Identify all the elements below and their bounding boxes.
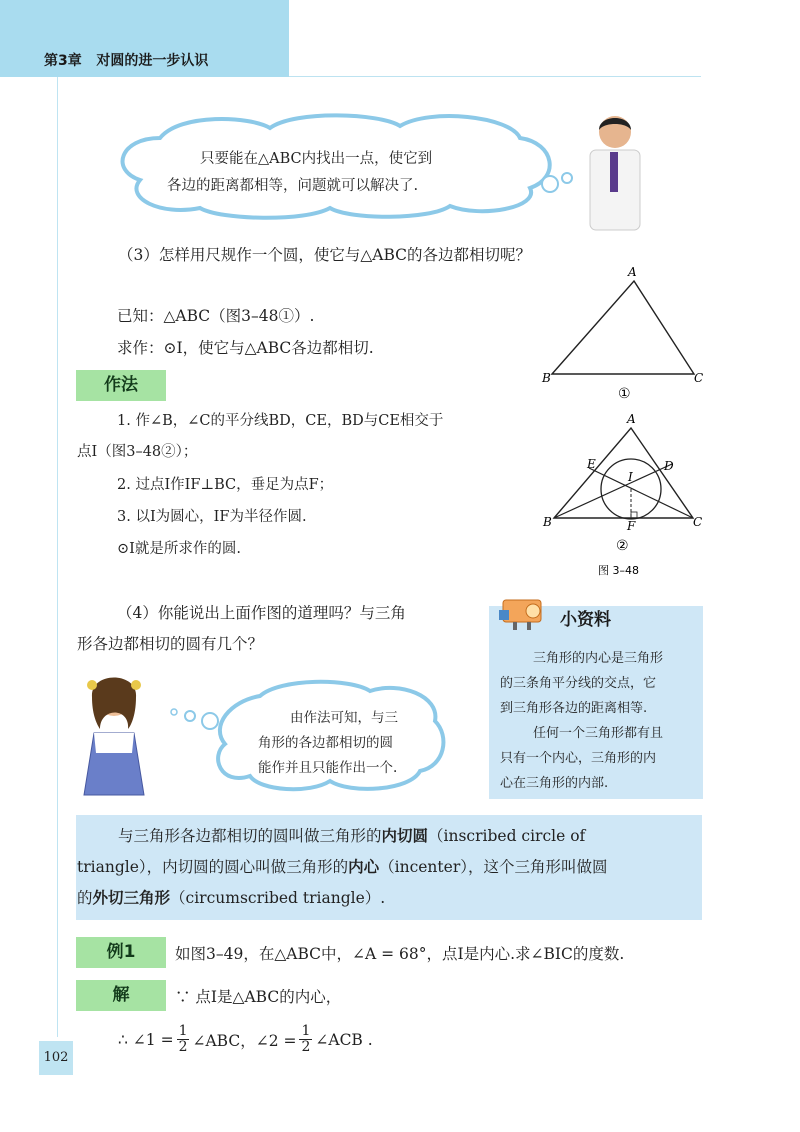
cloud-top-line-1: 只要能在△ABC内找出一点，使它到 — [200, 151, 433, 167]
solution-tag: 解 — [76, 980, 166, 1011]
construct-statement: 求作：⊙I，使它与△ABC各边都相切. — [117, 339, 374, 357]
definition-text-3a: 的 — [77, 889, 93, 907]
given-statement: 已知：△ABC（图3–48①）. — [117, 307, 315, 325]
figure-triangle-2 — [530, 410, 710, 580]
page-number: 102 — [39, 1041, 73, 1075]
definition-text-1b: （inscribed circle of — [428, 827, 586, 845]
fig2-label-d: D — [664, 459, 674, 473]
cloud-bottom-line-3: 能作并且只能作出一个. — [258, 760, 398, 776]
definition-line-3 — [77, 886, 385, 908]
fig1-label-a: A — [628, 265, 637, 279]
fig2-label-f: F — [627, 519, 636, 533]
info-line-1: 三角形的内心是三角形 — [533, 651, 664, 666]
step-1a: 1. 作∠B，∠C的平分线BD，CE，BD与CE相交于 — [117, 413, 444, 429]
figure-triangle-1 — [530, 262, 710, 412]
chapter-title — [44, 50, 208, 70]
cloud-bottom-line-1: 由作法可知，与三 — [290, 710, 398, 726]
info-line-5: 只有一个内心，三角形的内 — [500, 751, 657, 766]
figure-caption: 图 3–48 — [598, 564, 639, 577]
solution-mid: ∠ABC，∠2 = — [192, 1031, 297, 1050]
fraction-1-numerator: 1 — [178, 1023, 188, 1039]
fig2-sublabel: ② — [616, 538, 629, 554]
definition-text-1a: 与三角形各边都相切的圆叫做三角形的 — [118, 827, 382, 845]
step-3: 3. 以I为圆心，IF为半径作圆. — [117, 509, 307, 525]
fraction-1 — [177, 1024, 190, 1055]
projector-icon — [495, 592, 555, 634]
fig1-label-c: C — [694, 371, 704, 385]
fraction-1-denominator: 2 — [178, 1039, 188, 1055]
margin-rule — [57, 77, 58, 1037]
solution-line-1: ∵ 点I是△ABC的内心， — [175, 988, 342, 1006]
question-4-line-1: （4）你能说出上面作图的道理吗？与三角 — [117, 604, 406, 622]
term-incircle: 内切圆 — [381, 827, 429, 845]
fig2-label-i: I — [628, 470, 633, 484]
definition-text-2b: （incenter），这个三角形叫做圆 — [379, 858, 608, 876]
step-2: 2. 过点I作IF⊥BC，垂足为点F； — [117, 477, 334, 493]
info-line-3: 到三角形各边的距离相等. — [500, 701, 648, 716]
info-line-6: 心在三角形的内部. — [500, 776, 609, 791]
boy-illustration — [580, 110, 650, 235]
question-4-line-2: 形各边都相切的圆有几个？ — [77, 635, 264, 653]
fig2-label-b: B — [543, 515, 552, 529]
info-title: 小资料 — [560, 610, 611, 630]
solution-therefore: ∴ ∠1 = — [118, 1030, 174, 1049]
fraction-2-numerator: 1 — [301, 1023, 311, 1039]
header-rule — [289, 76, 701, 77]
term-circumscribed-triangle: 外切三角形 — [92, 889, 171, 907]
info-line-2: 的三条角平分线的交点，它 — [500, 676, 657, 691]
solution-line-2 — [118, 1024, 373, 1055]
definition-line-1 — [118, 824, 585, 846]
fig2-label-c: C — [693, 515, 703, 529]
step-1b: 点I（图3–48②）； — [77, 444, 198, 460]
definition-line-2 — [77, 855, 607, 877]
example-tag: 例1 — [76, 937, 166, 968]
fig2-label-a: A — [627, 412, 636, 426]
example-text: 如图3–49，在△ABC中，∠A = 68°，点I是内心.求∠BIC的度数. — [175, 945, 625, 963]
fig1-sublabel: ① — [618, 386, 631, 402]
cloud-top-line-2: 各边的距离都相等，问题就可以解决了. — [167, 178, 419, 194]
term-incenter: 内心 — [348, 858, 380, 876]
fig1-label-b: B — [542, 371, 551, 385]
girl-illustration — [78, 663, 150, 798]
fig2-label-e: E — [587, 457, 596, 471]
solution-end: ∠ACB . — [315, 1030, 373, 1049]
definition-text-3b: （circumscribed triangle）. — [170, 889, 386, 907]
step-4: ⊙I就是所求作的圆. — [117, 541, 241, 557]
fraction-2-denominator: 2 — [301, 1039, 311, 1055]
fraction-2 — [299, 1024, 312, 1055]
chapter-name: 对圆的进一步认识 — [96, 53, 209, 69]
chapter-number: 第3章 — [44, 53, 82, 69]
method-tag: 作法 — [76, 370, 166, 401]
info-line-4: 任何一个三角形都有且 — [533, 726, 664, 741]
question-3: （3）怎样用尺规作一个圆，使它与△ABC的各边都相切呢？ — [118, 246, 532, 264]
definition-text-2a: triangle），内切圆的圆心叫做三角形的 — [77, 858, 349, 876]
cloud-bottom-line-2: 角形的各边都相切的圆 — [258, 735, 393, 751]
